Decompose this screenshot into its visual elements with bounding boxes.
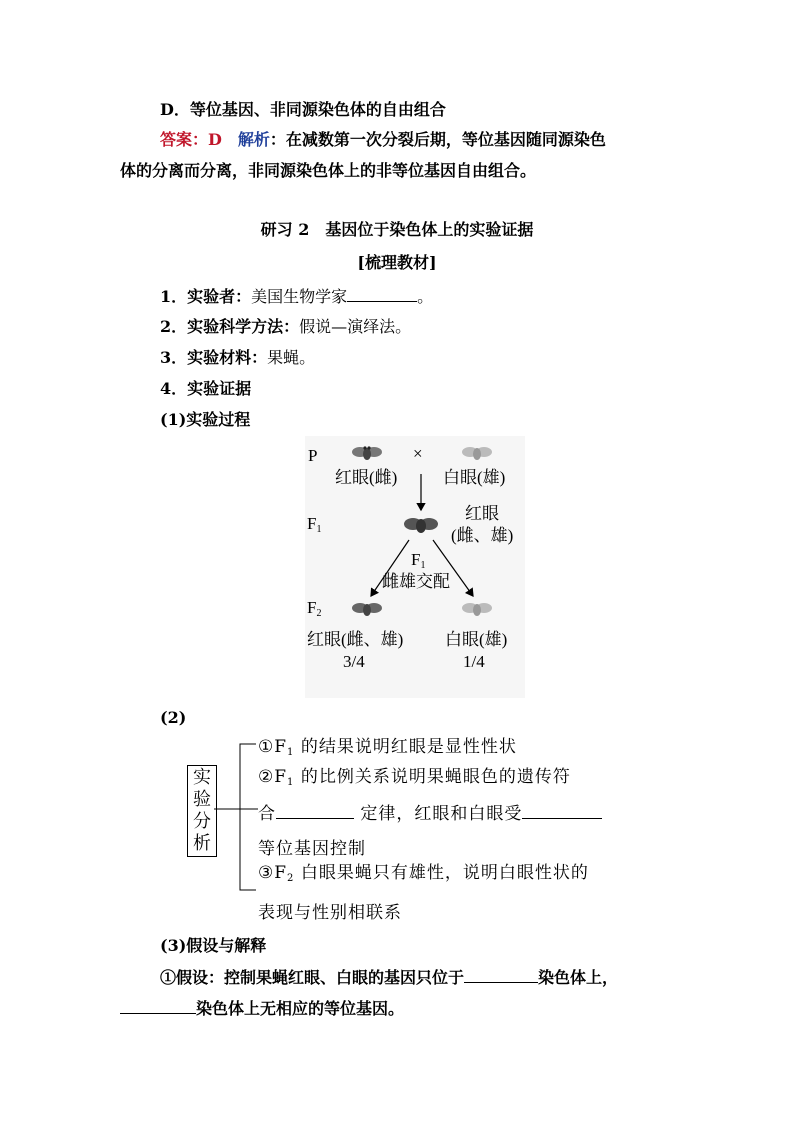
- section-subtitle: [梳理教材]: [357, 253, 437, 272]
- fly-f2-red-icon: [352, 603, 382, 616]
- analysis-box-char-4: 析: [193, 833, 211, 854]
- analysis-line-1: $①F_1$ 的结果说明红眼是显性性状: [258, 737, 517, 758]
- item-1: 1．实验者：美国生物学家 。: [160, 287, 434, 306]
- f1-red-sex-label: (雌、雄): [451, 526, 514, 545]
- cross-diagram: [305, 436, 525, 698]
- part-1: (1)实验过程: [160, 410, 251, 429]
- answer-letter: D: [208, 130, 222, 149]
- fly-f2-white-icon: [462, 603, 492, 616]
- analysis-line-4: 等位基因控制: [258, 839, 366, 859]
- p-label: P: [308, 446, 318, 465]
- item-2: 2．实验科学方法：假说—演绎法。: [160, 317, 412, 336]
- item-4: 4．实验证据: [160, 379, 252, 398]
- analysis-label: 解析: [237, 130, 270, 149]
- label-white-male: 白眼(雄): [443, 468, 506, 487]
- analysis-line-3: 合 定律，红眼和白眼受: [258, 802, 602, 825]
- answer-label: 答案：: [160, 130, 209, 149]
- ratio-white: 1/4: [463, 652, 485, 671]
- f1-red-label: 红眼: [465, 504, 499, 523]
- analysis-box-char-3: 分: [193, 811, 211, 832]
- f2-label: $F_2$: [307, 598, 322, 619]
- label-f2-red: 红眼(雌、雄): [307, 630, 404, 649]
- analysis-text: ：在减数第一次分裂后期，等位基因随同源染色: [269, 130, 606, 149]
- answer-line: [160, 129, 606, 151]
- fly-f1-icon: [404, 518, 438, 533]
- option-d: D．等位基因、非同源染色体的自由组合: [160, 100, 446, 119]
- analysis-box-char-1: 实: [193, 767, 211, 788]
- label-red-female: 红眼(雌): [335, 468, 398, 487]
- analysis-box-char-2: 验: [193, 789, 211, 810]
- blank-scientist[interactable]: [347, 285, 417, 302]
- analysis-line-2: $②F_1$ 的比例关系说明果蝇眼色的遗传符: [258, 767, 571, 788]
- cross-symbol: ×: [413, 444, 423, 463]
- blank-law[interactable]: [276, 802, 354, 819]
- item-3: 3．实验材料：果蝇。: [160, 348, 316, 367]
- analysis-line-5: $③F_2$ 白眼果蝇只有雄性，说明白眼性状的: [258, 863, 589, 884]
- blank-gene-pairs[interactable]: [522, 802, 602, 819]
- ratio-red: 3/4: [343, 652, 365, 671]
- analysis-box: [187, 765, 217, 857]
- part-3: (3)假设与解释: [160, 936, 267, 955]
- blank-chromosome-x[interactable]: [464, 966, 538, 983]
- answer-line-2: 体的分离而分离，非同源染色体上的非等位基因自由组合。: [120, 161, 537, 180]
- f1-mid-label: $F_1$: [411, 550, 426, 571]
- analysis-line-6: 表现与性别相联系: [258, 903, 402, 923]
- hypothesis-line-1: ①假设：控制果蝇红眼、白眼的基因只位于 染色体上，: [160, 968, 619, 987]
- hypothesis-line-2: 染色体上无相应的等位基因。: [120, 997, 404, 1020]
- label-f2-white: 白眼(雄): [445, 630, 508, 649]
- fly-white-male-icon: [462, 447, 492, 460]
- blank-chromosome-y[interactable]: [120, 997, 196, 1014]
- mating-label: 雌雄交配: [382, 572, 450, 591]
- section-title: 研习 2 基因位于染色体上的实验证据: [260, 220, 534, 239]
- part-2: (2): [160, 708, 187, 727]
- fly-red-female-icon: [352, 446, 382, 460]
- f1-label: $F_1$: [307, 514, 322, 535]
